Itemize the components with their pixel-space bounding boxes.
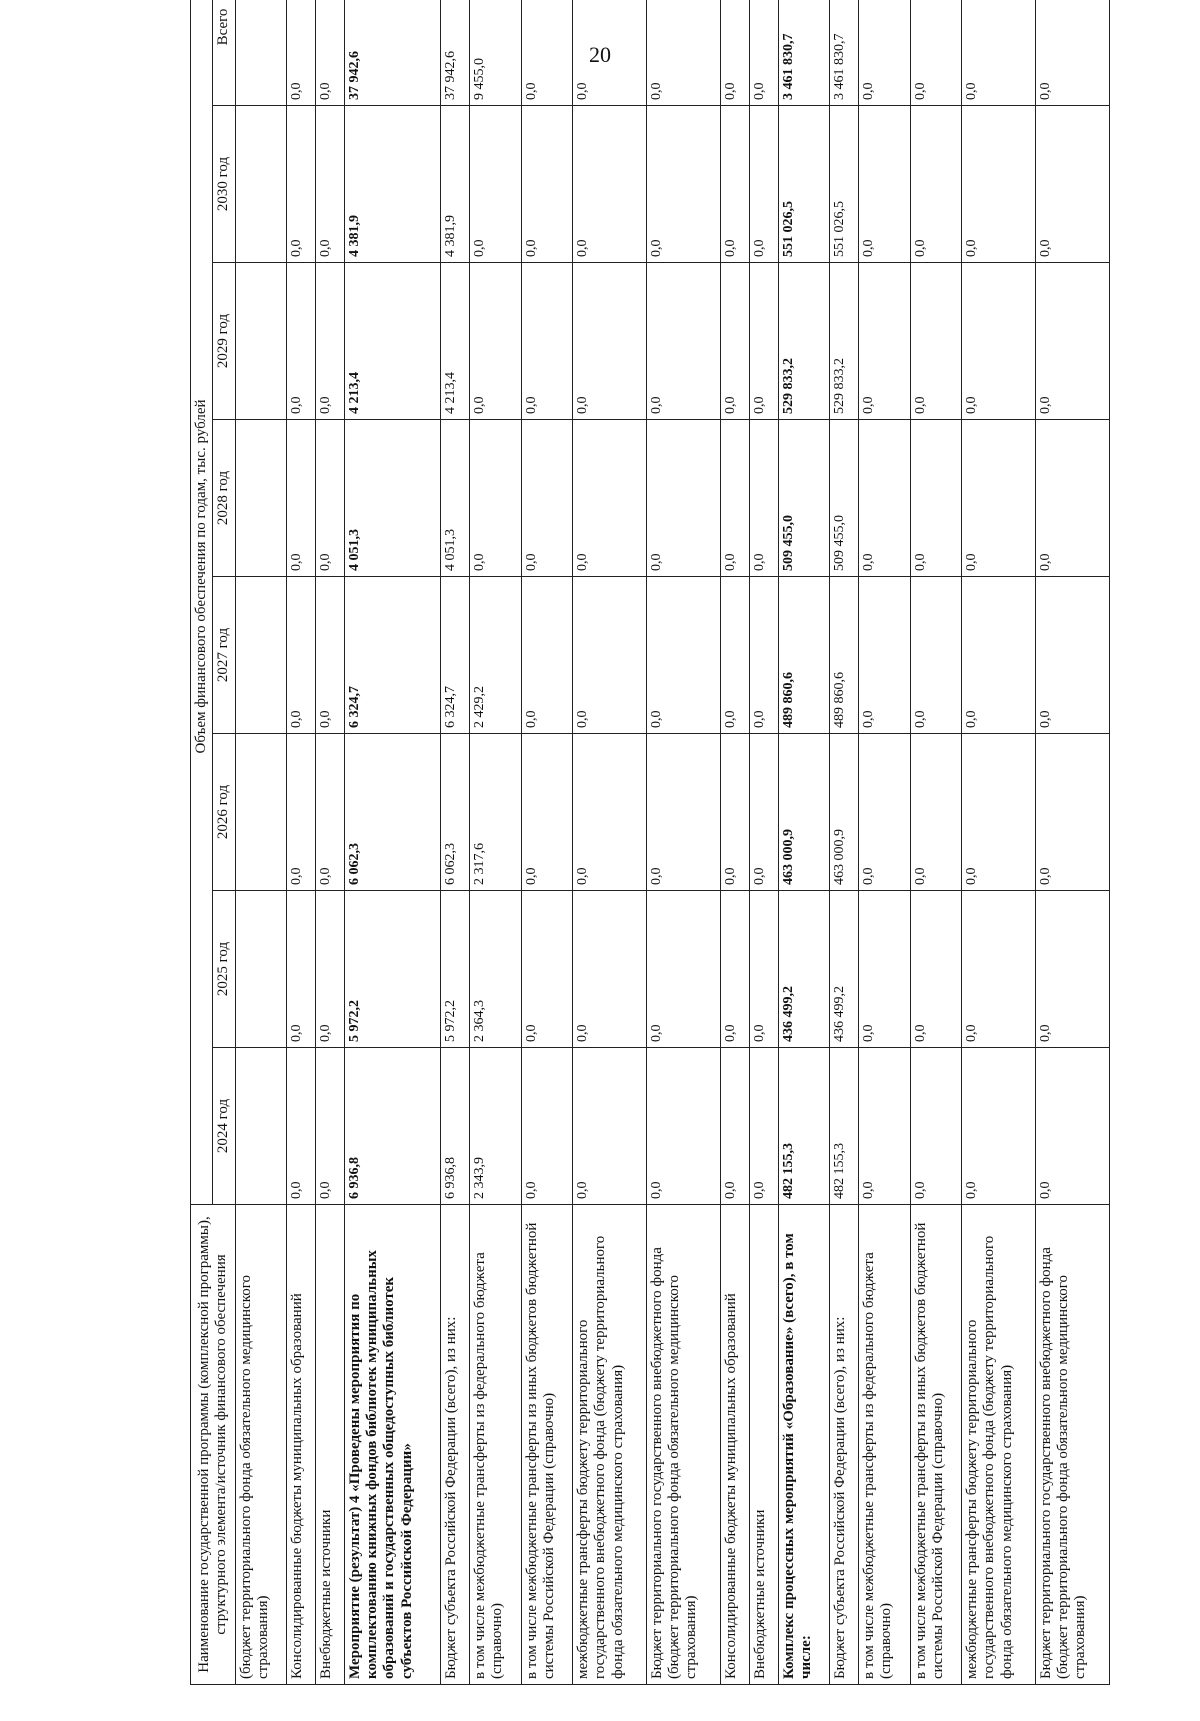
row-value-cell: 0,0 [573,420,647,577]
row-total-cell: 0,0 [749,0,778,106]
row-value-cell: 0,0 [646,263,720,420]
row-value-cell: 5 972,2 [344,891,440,1048]
row-value-cell: 436 499,2 [830,891,859,1048]
row-value-cell: 0,0 [1035,734,1109,891]
table-row [315,0,344,1685]
row-value-cell: 0,0 [1035,420,1109,577]
row-value-cell: 0,0 [859,577,910,734]
row-value-cell: 0,0 [315,263,344,420]
row-value-cell: 0,0 [859,106,910,263]
table-row [962,0,1036,1685]
row-value-cell: 6 324,7 [344,577,440,734]
row-value-cell: 0,0 [910,734,961,891]
row-value-cell: 0,0 [470,263,521,420]
row-total-cell: 0,0 [521,0,572,106]
row-value-cell: 0,0 [646,420,720,577]
row-value-cell: 5 972,2 [441,891,470,1048]
row-value-cell: 4 051,3 [344,420,440,577]
row-value-cell: 0,0 [749,1048,778,1205]
row-total-cell: 0,0 [962,0,1036,106]
table-row [235,0,286,1685]
row-value-cell: 0,0 [962,577,1036,734]
row-value-cell: 0,0 [910,420,961,577]
row-value-cell: 0,0 [315,891,344,1048]
row-value-cell: 0,0 [315,734,344,891]
row-value-cell: 0,0 [1035,891,1109,1048]
row-value-cell: 482 155,3 [830,1048,859,1205]
row-value-cell: 0,0 [859,263,910,420]
row-value-cell: 0,0 [910,106,961,263]
row-value-cell: 2 429,2 [470,577,521,734]
table-row [778,0,829,1685]
row-value-cell: 0,0 [646,106,720,263]
row-total-cell: 3 461 830,7 [830,0,859,106]
header-row-1 [191,0,213,1685]
row-total-cell: 0,0 [286,0,315,106]
row-value-cell: 489 860,6 [830,577,859,734]
row-value-cell: 0,0 [720,420,749,577]
row-value-cell: 0,0 [962,106,1036,263]
table-row [749,0,778,1685]
row-name-cell: Консолидированные бюджеты муниципальных образований [720,1205,749,1685]
row-name-cell: межбюджетные трансферты бюджету территориального государственного внебюджетного фонда (бюджету территориального фонда обязательного медицинского страхования) [962,1205,1036,1685]
row-value-cell: 509 455,0 [778,420,829,577]
row-value-cell: 0,0 [749,734,778,891]
row-value-cell: 6 062,3 [344,734,440,891]
row-value-cell: 0,0 [1035,577,1109,734]
row-value-cell: 0,0 [720,577,749,734]
row-name-cell: межбюджетные трансферты бюджету территориального государственного внебюджетного фонда (бюджету территориального фонда обязательного медицинского страхования) [573,1205,647,1685]
row-value-cell [235,891,286,1048]
row-value-cell: 0,0 [962,420,1036,577]
row-value-cell: 0,0 [521,263,572,420]
row-name-cell: Мероприятие (результат) 4 «Проведены мероприятия по комплектованию книжных фондов библиотек муниципальных образований и государственных общедоступных библиотек субъектов Российской Федерации» [344,1205,440,1685]
row-value-cell: 0,0 [910,577,961,734]
row-value-cell: 4 213,4 [441,263,470,420]
header-year: 2028 год [213,420,235,577]
row-value-cell: 0,0 [573,734,647,891]
row-total-cell: 0,0 [646,0,720,106]
row-value-cell: 0,0 [286,420,315,577]
row-value-cell: 0,0 [470,106,521,263]
row-value-cell: 4 381,9 [441,106,470,263]
row-value-cell: 0,0 [859,1048,910,1205]
row-value-cell: 0,0 [573,263,647,420]
row-value-cell: 0,0 [749,420,778,577]
financing-table [190,0,1110,1685]
header-year: 2027 год [213,577,235,734]
row-total-cell: 0,0 [315,0,344,106]
row-value-cell: 6 062,3 [441,734,470,891]
row-total-cell [235,0,286,106]
row-value-cell: 0,0 [286,106,315,263]
table-row [859,0,910,1685]
row-value-cell: 436 499,2 [778,891,829,1048]
header-year: 2024 год [213,1048,235,1205]
rotated-table-container [190,8,1110,1685]
table-row [720,0,749,1685]
row-name-cell: (бюджет территориального фонда обязательного медицинского страхования) [235,1205,286,1685]
row-value-cell: 0,0 [521,891,572,1048]
row-value-cell: 0,0 [315,1048,344,1205]
row-value-cell: 0,0 [720,1048,749,1205]
row-value-cell: 0,0 [315,106,344,263]
row-value-cell: 0,0 [286,734,315,891]
row-total-cell: 0,0 [859,0,910,106]
row-value-cell [235,106,286,263]
row-name-cell: Консолидированные бюджеты муниципальных образований [286,1205,315,1685]
row-value-cell: 0,0 [962,734,1036,891]
row-value-cell: 0,0 [962,891,1036,1048]
header-name-col: Наименование государственной программы (комплексной программы), структурного элемента/источник финансового обеспечения [191,1205,236,1685]
row-name-cell: Бюджет территориального государственного внебюджетного фонда (бюджет территориального фонда обязательного медицинского страхования) [646,1205,720,1685]
row-total-cell: 37 942,6 [344,0,440,106]
row-name-cell: в том числе межбюджетные трансферты из федерального бюджета (справочно) [470,1205,521,1685]
row-value-cell: 0,0 [720,734,749,891]
row-total-cell: 37 942,6 [441,0,470,106]
row-name-cell: в том числе межбюджетные трансферты из иных бюджетов бюджетной системы Российской Федерации (справочно) [521,1205,572,1685]
row-value-cell: 529 833,2 [778,263,829,420]
row-value-cell [235,263,286,420]
row-value-cell: 6 936,8 [344,1048,440,1205]
table-row [573,0,647,1685]
row-value-cell: 0,0 [749,891,778,1048]
row-name-cell: в том числе межбюджетные трансферты из иных бюджетов бюджетной системы Российской Федерации (справочно) [910,1205,961,1685]
table-row [1035,0,1109,1685]
row-name-cell: Внебюджетные источники [749,1205,778,1685]
row-value-cell: 529 833,2 [830,263,859,420]
row-name-cell: Бюджет субъекта Российской Федерации (всего), из них: [830,1205,859,1685]
row-name-cell: Бюджет территориального государственного внебюджетного фонда (бюджет территориального фонда обязательного медицинского страхования) [1035,1205,1109,1685]
row-value-cell: 0,0 [521,106,572,263]
row-value-cell: 0,0 [573,106,647,263]
row-value-cell: 0,0 [1035,263,1109,420]
row-value-cell: 0,0 [646,734,720,891]
row-total-cell: 9 455,0 [470,0,521,106]
row-value-cell: 2 364,3 [470,891,521,1048]
table-row [910,0,961,1685]
row-name-cell: Внебюджетные источники [315,1205,344,1685]
row-value-cell: 0,0 [286,1048,315,1205]
row-name-cell: в том числе межбюджетные трансферты из федерального бюджета (справочно) [859,1205,910,1685]
row-value-cell: 0,0 [286,891,315,1048]
row-value-cell: 0,0 [749,577,778,734]
row-value-cell: 0,0 [470,420,521,577]
row-value-cell: 0,0 [749,106,778,263]
header-year: 2026 год [213,734,235,891]
row-value-cell: 0,0 [573,891,647,1048]
table-row [830,0,859,1685]
row-value-cell: 0,0 [720,263,749,420]
table-row [521,0,572,1685]
row-value-cell: 0,0 [573,1048,647,1205]
row-value-cell: 463 000,9 [830,734,859,891]
row-name-cell: Бюджет субъекта Российской Федерации (всего), из них: [441,1205,470,1685]
row-value-cell: 551 026,5 [830,106,859,263]
row-value-cell: 0,0 [286,263,315,420]
row-value-cell: 0,0 [646,891,720,1048]
row-value-cell: 2 343,9 [470,1048,521,1205]
row-value-cell: 0,0 [521,577,572,734]
row-total-cell: 0,0 [720,0,749,106]
row-value-cell: 0,0 [910,1048,961,1205]
row-total-cell: 0,0 [910,0,961,106]
row-value-cell: 0,0 [315,420,344,577]
row-value-cell: 0,0 [286,577,315,734]
table-body [235,0,1110,1685]
row-value-cell: 0,0 [859,891,910,1048]
row-value-cell [235,420,286,577]
row-value-cell: 0,0 [962,263,1036,420]
row-value-cell: 6 936,8 [441,1048,470,1205]
row-value-cell: 4 381,9 [344,106,440,263]
table-row [286,0,315,1685]
row-value-cell: 0,0 [521,1048,572,1205]
header-year: 2030 год [213,106,235,263]
row-value-cell: 0,0 [859,420,910,577]
row-value-cell: 463 000,9 [778,734,829,891]
table-wrapper [190,8,1110,1685]
row-value-cell: 0,0 [720,891,749,1048]
page-number: 20 [589,42,611,67]
row-value-cell: 2 317,6 [470,734,521,891]
row-value-cell: 509 455,0 [830,420,859,577]
row-name-cell: Комплекс процессных мероприятий «Образование» (всего), в том числе: [778,1205,829,1685]
header-total: Всего [213,0,235,106]
row-value-cell: 482 155,3 [778,1048,829,1205]
row-value-cell: 0,0 [859,734,910,891]
row-value-cell: 0,0 [720,106,749,263]
row-total-cell: 0,0 [573,0,647,106]
table-row [344,0,440,1685]
row-value-cell: 0,0 [573,577,647,734]
row-value-cell: 0,0 [962,1048,1036,1205]
row-value-cell: 0,0 [521,420,572,577]
row-value-cell: 0,0 [910,263,961,420]
row-value-cell [235,1048,286,1205]
row-value-cell: 0,0 [521,734,572,891]
row-value-cell: 0,0 [1035,1048,1109,1205]
row-value-cell: 489 860,6 [778,577,829,734]
row-total-cell: 0,0 [1035,0,1109,106]
row-value-cell: 0,0 [315,577,344,734]
row-value-cell: 4 213,4 [344,263,440,420]
row-value-cell: 0,0 [1035,106,1109,263]
row-total-cell: 3 461 830,7 [778,0,829,106]
table-row [646,0,720,1685]
row-value-cell: 0,0 [646,577,720,734]
header-year: 2029 год [213,263,235,420]
row-value-cell: 0,0 [749,263,778,420]
row-value-cell: 551 026,5 [778,106,829,263]
row-value-cell [235,577,286,734]
row-value-cell: 0,0 [910,891,961,1048]
table-row [441,0,470,1685]
row-value-cell: 6 324,7 [441,577,470,734]
header-year: 2025 год [213,891,235,1048]
row-value-cell: 0,0 [646,1048,720,1205]
table-row [470,0,521,1685]
row-value-cell [235,734,286,891]
row-value-cell: 4 051,3 [441,420,470,577]
header-volume-caption: Объем финансового обеспечения по годам, тыс. рублей [191,0,213,1205]
